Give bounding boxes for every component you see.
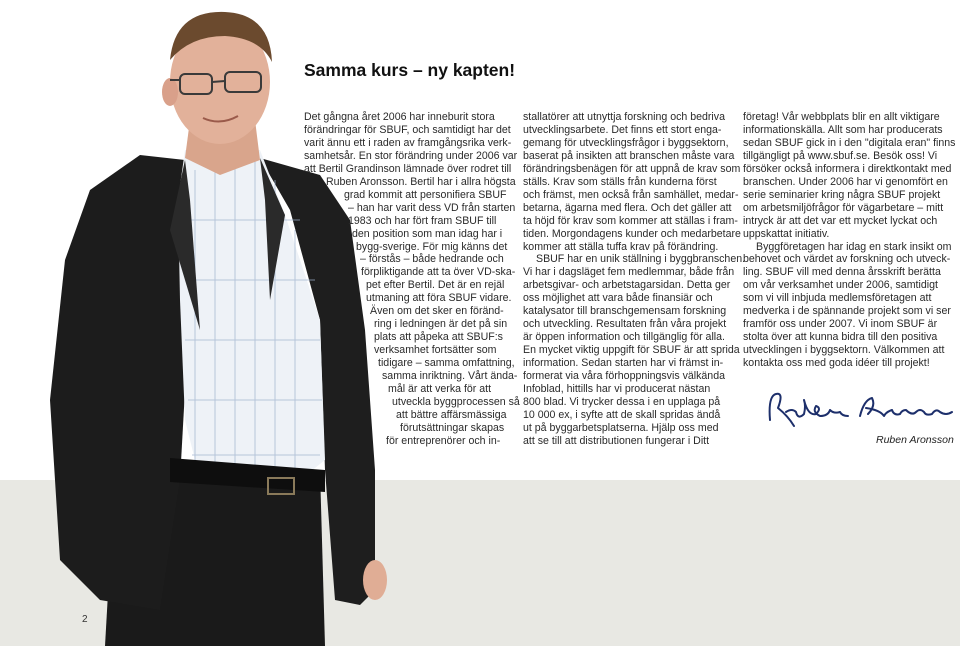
text-line: Det gångna året 2006 har inneburit stora [304,111,495,123]
text-line: Vi har i dagsläget fem medlemmar, både från [523,266,735,279]
text-line: att bättre affärsmässiga [396,408,507,421]
text-line: oss möjlighet att vara både finansiär och [523,292,713,305]
text-line: informationskälla. Allt som har producerats [743,123,943,136]
text-line: Byggföretagen har idag en stark insikt om [756,240,952,253]
text-line: ling. SBUF vill med denna årsskrift berätta [743,266,941,279]
text-line: arbetsgivar- och arbetstagarsidan. Detta ger [523,279,731,292]
text-line: Infoblad, hittills har vi producerat nästan [523,383,711,396]
text-line: tiden. Morgondagens kunder och medarbetare [523,227,741,240]
text-column-1 [304,111,519,448]
text-line: mål är att verka för att [388,383,492,396]
text-line: samhetsår. En stor förändring under 2006 var [304,149,518,162]
text-line: kontakta oss med goda idéer till projekt! [743,357,930,370]
signature-image [764,386,960,434]
text-line: behovet och värdet av forskning och utveck- [743,253,951,266]
text-line: förändringar för SBUF, och samtidigt har det [304,123,511,136]
text-column-2 [523,111,746,448]
text-line: baserat på insikten att branschen måste vara [523,149,735,162]
text-line: att se till att distributionen fungerar i Ditt [523,434,710,447]
text-line: som vi vill inbjuda medlemsföretagen att [743,292,932,305]
text-line: grad kommit att personifiera SBUF [344,188,507,201]
text-line: En mycket viktig uppgift för SBUF är att sprida [523,344,740,357]
text-line: 10 000 ex, i syfte att de skall spridas ändå [523,408,721,421]
text-line: varit ännu ett i raden av framgångsrika verk- [304,136,512,149]
text-line: Ruben Aronsson. Bertil har i allra högsta [326,175,516,188]
text-line: försöker också informera i direktkontakt med [743,162,952,175]
text-line: branschen. Under 2006 har vi genomfört en [743,175,948,188]
text-column-3 [743,111,956,370]
text-line: 1983 och har fört fram SBUF till [348,214,497,227]
text-line: utveckla byggprocessen så [392,395,520,408]
text-line: ut på byggarbetsplatserna. Hjälp oss med [523,421,719,434]
text-line: formerat via våra förhoppningsvis välkända [523,370,725,383]
text-line: serie seminarier kring några SBUF projekt [743,188,941,201]
text-line: den position som man idag har i [352,227,503,240]
text-line: tidigare – samma omfattning, [378,357,515,370]
text-line: ställs. Krav som ställs från kunderna först [523,175,717,188]
text-line: framför oss under 2007. Vi inom SBUF är [743,318,938,331]
text-line: om vår verksamhet under 2006, samtidigt [743,279,938,292]
text-line: ta höjd för krav som kommer att ställas i fram- [523,214,738,227]
page-number: 2 [82,614,88,625]
text-line: – han har varit dess VD från starten [348,201,516,214]
text-line: och främst, men också från samhället, medar- [523,188,739,201]
text-line: betarna, ägarna med flera. Och det gäller att [523,201,732,214]
text-line: utvecklingsarbete. Det finns ett stort enga- [523,123,722,136]
text-line: om arbetsmiljöfrågor för vägarbetare – mitt [743,201,944,214]
text-line: företag! Vår webbplats blir en allt viktigare [743,111,940,123]
text-line: stallatörer att utnyttja forskning och bedriva [523,111,725,123]
signature-name: Ruben Aronsson [876,434,954,446]
text-line: kommer att ställa tuffa krav på förändring. [523,240,719,253]
text-line: utvecklingen i byggsektorn. Välkommen att [743,344,945,357]
text-line: förändringsbenägen för att uppnå de krav som [523,162,741,175]
text-line: 800 blad. Vi trycker dessa i en upplaga på [523,395,721,408]
text-line: för entreprenörer och in- [386,434,501,447]
text-line: pet efter Bertil. Det är en rejäl [366,279,505,292]
text-line: är öppen information och tillgänglig för alla. [523,331,725,344]
text-line: samma inriktning. Vårt ända- [382,370,518,383]
text-line: stolta över att kunna bidra till den positiva [743,331,938,344]
article-title: Samma kurs – ny kapten! [304,60,516,80]
text-line: plats att påpeka att SBUF:s [374,331,503,344]
text-line: sedan SBUF gick in i den "digitala eran" finns [743,136,956,149]
text-line: förutsättningar skapas [400,421,505,434]
text-line: medverka i de spännande projekt som vi ser [743,305,951,318]
text-line: intryck är att det var ett mycket lyckat och [743,214,938,227]
text-line: förpliktigande att ta över VD-ska- [361,266,516,279]
text-line: bygg-sverige. För mig känns det [356,240,508,253]
text-line: att Bertil Grandinson lämnade över rodret till [304,162,512,175]
text-line: tillgängligt på www.sbuf.se. Besök oss! Vi [743,149,938,162]
text-line: ring i ledningen är det på sin [374,318,508,331]
text-line: utmaning att föra SBUF vidare. [366,292,512,305]
text-line: SBUF har en unik ställning i byggbranschen. [536,253,746,266]
text-line: gemang för utvecklingsfrågor i byggsektorn, [523,136,729,149]
text-line: uppskattat initiativ. [743,227,830,240]
text-line: verksamhet fortsätter som [374,344,497,357]
text-line: och utveckling. Resultaten från våra projekt [523,318,727,331]
text-line: katalysator till branschgemensam forskning [523,305,727,318]
text-line: Även om det sker en föränd- [370,305,504,318]
text-line: – förstås – både hedrande och [360,253,504,266]
text-line: information. Sedan starten har vi främst in- [523,357,724,370]
